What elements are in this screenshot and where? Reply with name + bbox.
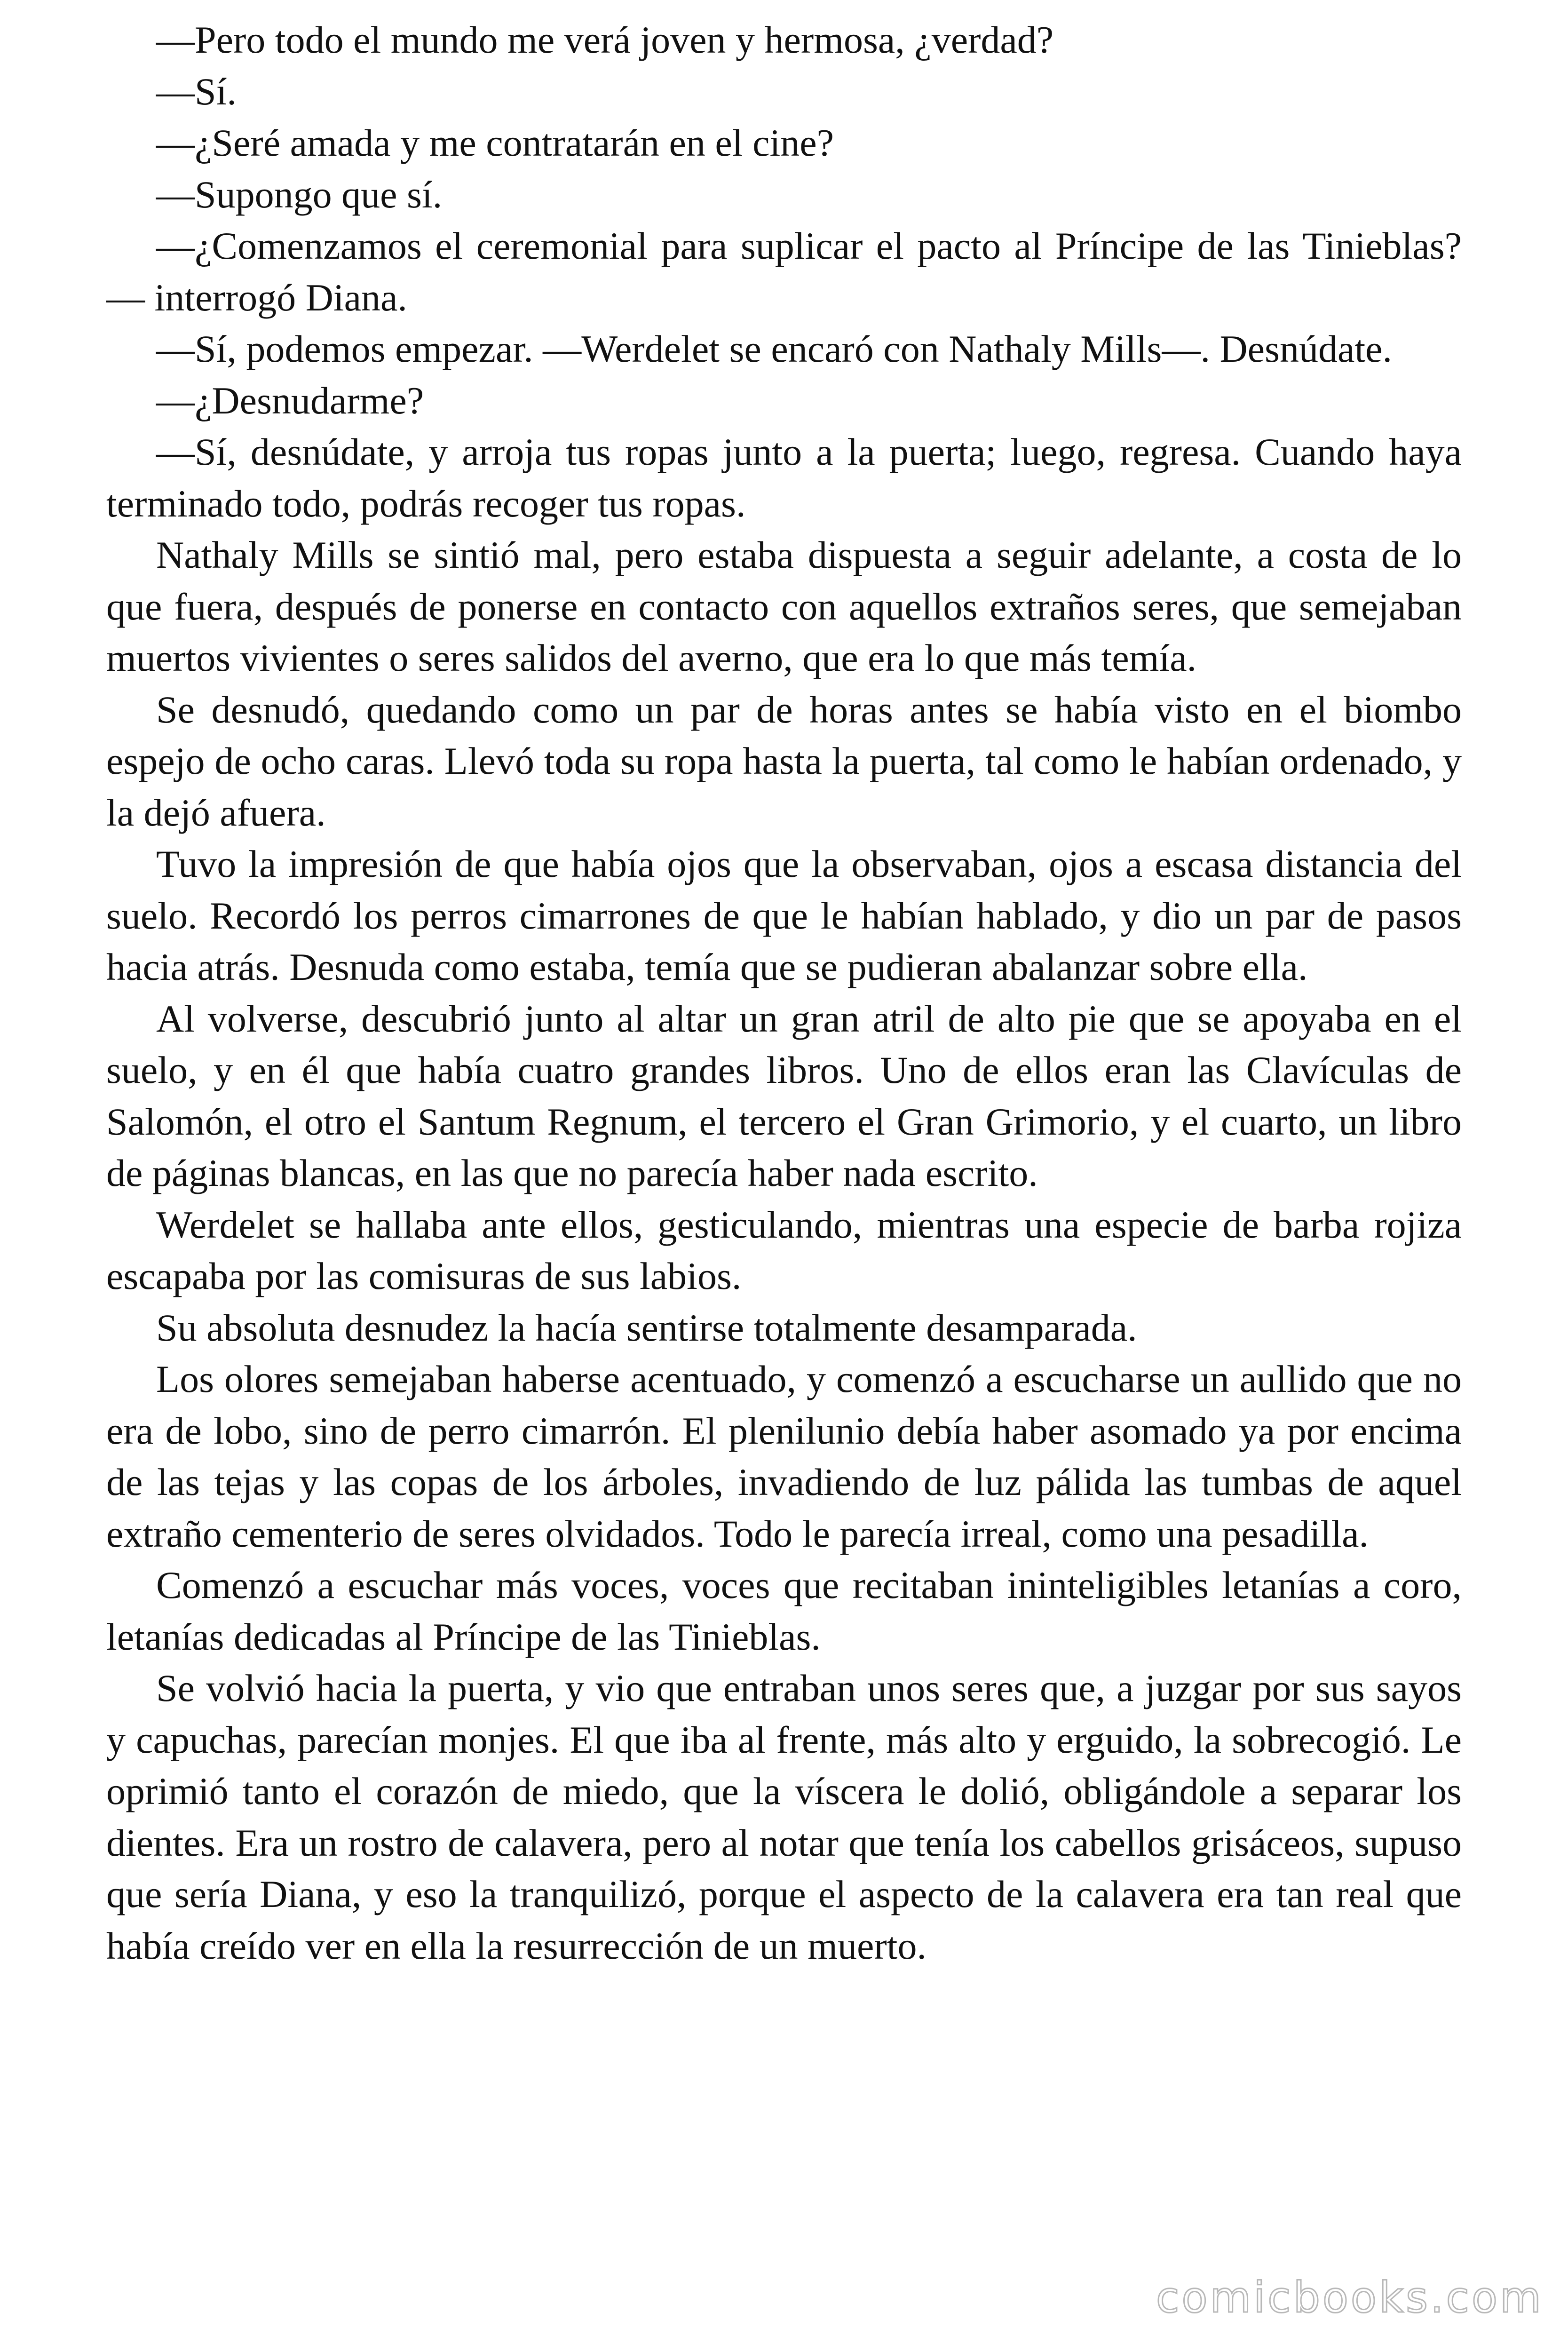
paragraph: Werdelet se hallaba ante ellos, gesticulando, mientras una especie de barba rojiza escapaba por las comisuras de sus labios. bbox=[106, 1203, 1462, 1297]
paragraph: —Sí. bbox=[156, 70, 237, 113]
paragraph: Al volverse, descubrió junto al altar un gran atril de alto pie que se apoyaba en el suelo, y en él que había cuatro grandes libros. Uno de ellos eran las Clavículas de Salomón, el otro el Santum Regnum, el tercero el Gran Grimorio, y el cuarto, un libro de páginas blancas, en las que no parecía haber nada escrito. bbox=[106, 997, 1462, 1194]
paragraph: Se desnudó, quedando como un par de horas antes se había visto en el biombo espejo de ocho caras. Llevó toda su ropa hasta la puerta, tal como le habían ordenado, y la dejó afuera. bbox=[106, 688, 1462, 834]
paragraph: Los olores semejaban haberse acentuado, y comenzó a escucharse un aullido que no era de lobo, sino de perro cimarrón. El plenilunio debía haber asomado ya por encima de las tejas y las copas de los árboles, invadiendo de luz pálida las tumbas de aquel extraño cementerio de seres olvidados. Todo le parecía irreal, como una pesadilla. bbox=[106, 1358, 1462, 1555]
paragraph: —¿Comenzamos el ceremonial para suplicar el pacto al Príncipe de las Tinieblas? — interrogó Diana. bbox=[106, 224, 1462, 319]
paragraph: Nathaly Mills se sintió mal, pero estaba dispuesta a seguir adelante, a costa de lo que fuera, después de ponerse en contacto con aquellos extraños seres, que semejaban muertos vivientes o seres salidos del averno, que era lo que más temía. bbox=[106, 533, 1462, 679]
paragraph: —Pero todo el mundo me verá joven y hermosa, ¿verdad? bbox=[156, 18, 1054, 61]
watermark: comicbooks.com bbox=[1156, 2273, 1544, 2322]
paragraph: Tuvo la impresión de que había ojos que la observaban, ojos a escasa distancia del suelo. Recordó los perros cimarrones de que le habían hablado, y dio un par de pasos hacia atrás. Desnuda como estaba, temía que se pudieran abalanzar sobre ella. bbox=[106, 842, 1462, 988]
paragraph: Comenzó a escuchar más voces, voces que recitaban ininteligibles letanías a coro, letanías dedicadas al Príncipe de las Tinieblas. bbox=[106, 1564, 1462, 1658]
paragraph: Se volvió hacia la puerta, y vio que entraban unos seres que, a juzgar por sus sayos y capuchas, parecían monjes. El que iba al frente, más alto y erguido, la sobrecogió. Le oprimió tanto el corazón de miedo, que la víscera le dolió, obligándole a separar los dientes. Era un rostro de calavera, pero al notar que tenía los cabellos grisáceos, supuso que sería Diana, y eso la tranquilizó, porque el aspecto de la calavera era tan real que había creído ver en ella la resurrección de un muerto. bbox=[106, 1667, 1462, 1967]
paragraph: —Sí, desnúdate, y arroja tus ropas junto a la puerta; luego, regresa. Cuando haya terminado todo, podrás recoger tus ropas. bbox=[106, 430, 1462, 525]
paragraph: Su absoluta desnudez la hacía sentirse totalmente desamparada. bbox=[156, 1306, 1137, 1349]
paragraph: —Supongo que sí. bbox=[156, 173, 443, 216]
paragraph: —¿Seré amada y me contratarán en el cine? bbox=[156, 121, 834, 164]
paragraph: —Sí, podemos empezar. —Werdelet se encaró con Nathaly Mills—. Desnúdate. bbox=[156, 327, 1393, 370]
page-text bbox=[106, 14, 1462, 1971]
paragraph: —¿Desnudarme? bbox=[156, 379, 424, 422]
